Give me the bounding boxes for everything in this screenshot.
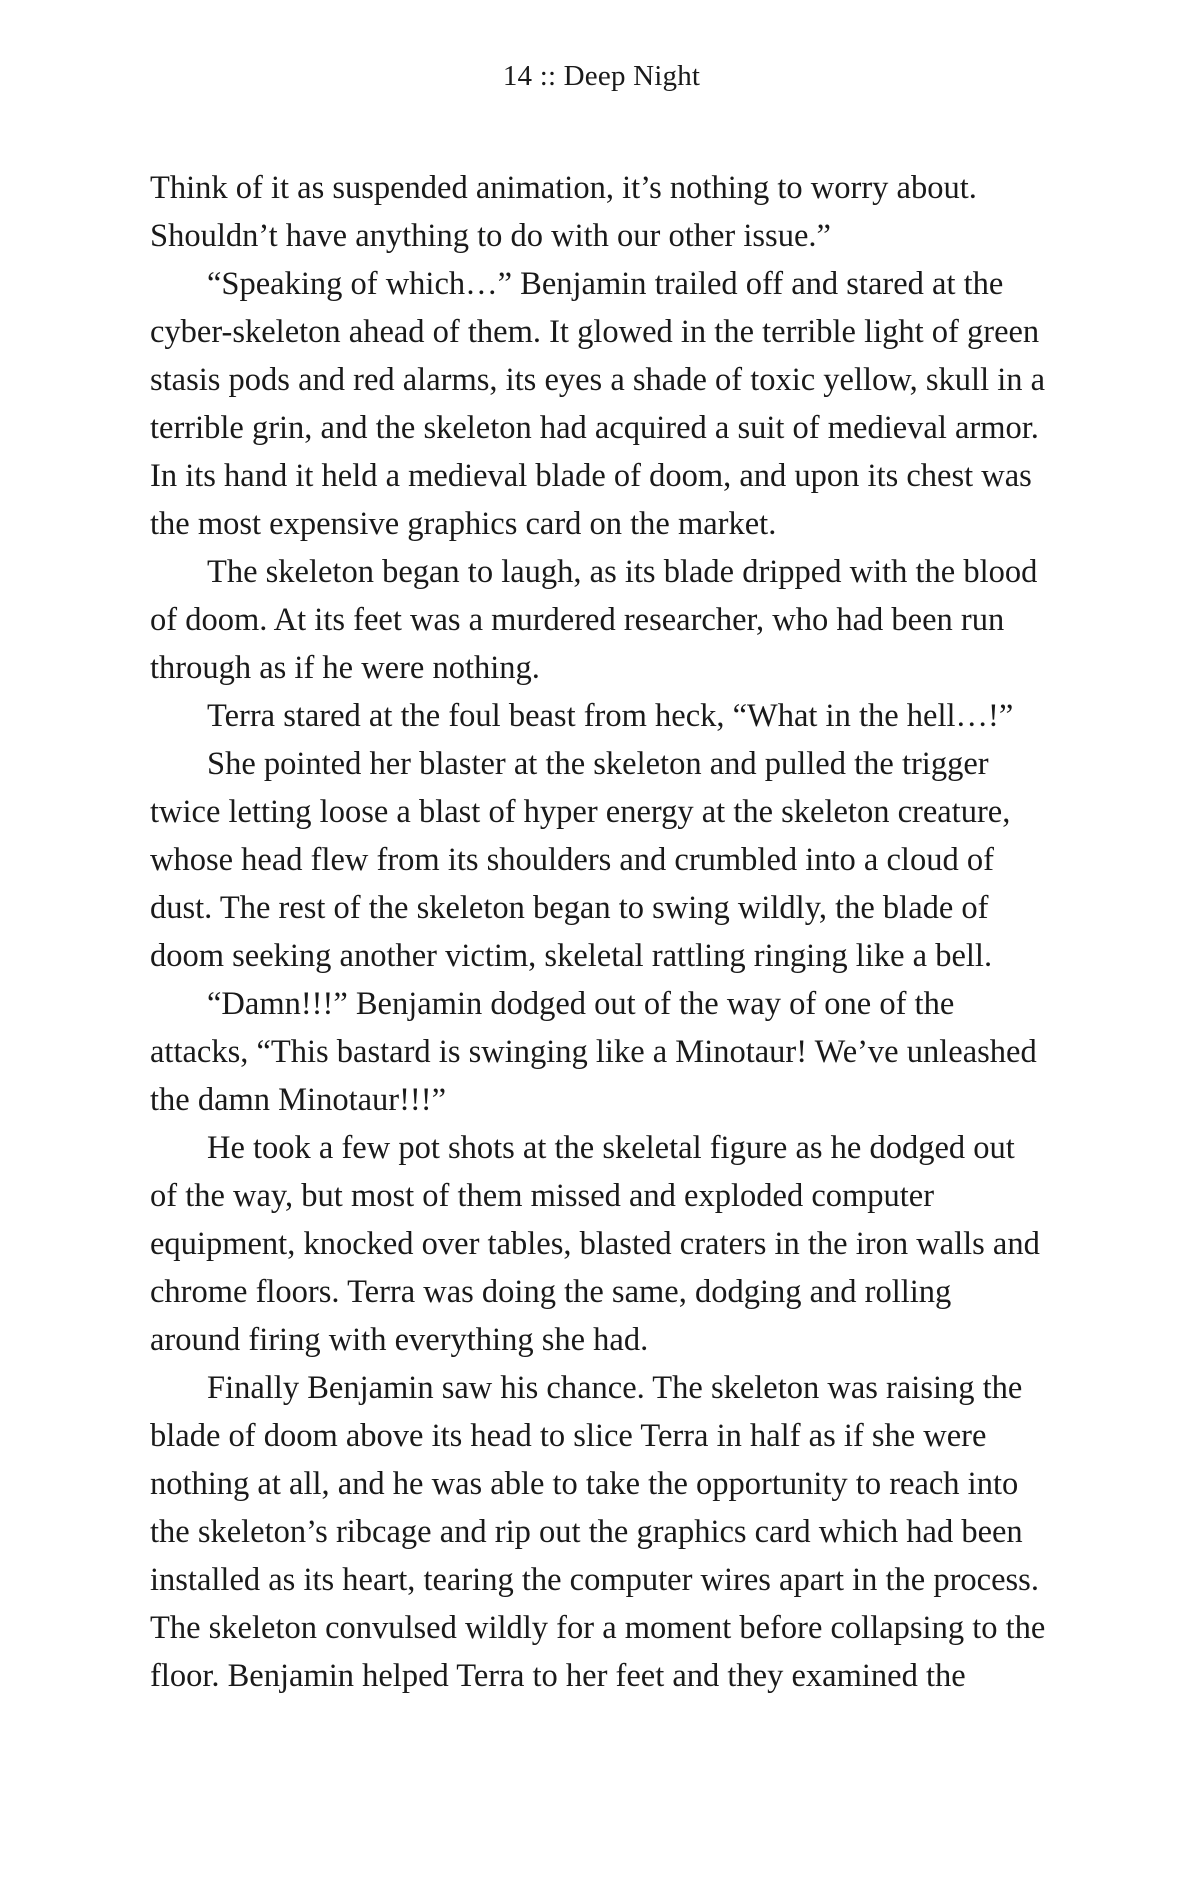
text-line: floor. Benjamin helped Terra to her feet and they examined the — [150, 1658, 966, 1694]
text-line: the most expensive graphics card on the market. — [150, 506, 777, 542]
text-line: whose head flew from its shoulders and crumbled into a cloud of — [150, 842, 994, 878]
text-line: equipment, knocked over tables, blasted craters in the iron walls and — [150, 1226, 1040, 1262]
text-line: Think of it as suspended animation, it’s nothing to worry about. — [150, 170, 977, 206]
text-line: cyber-skeleton ahead of them. It glowed in the terrible light of green — [150, 314, 1040, 350]
text-line: The skeleton convulsed wildly for a moment before collapsing to the — [150, 1610, 1046, 1646]
text-line: In its hand it held a medieval blade of doom, and upon its chest was — [150, 458, 1032, 494]
text-line: Finally Benjamin saw his chance. The skeleton was raising the — [207, 1370, 1023, 1406]
running-head: 14 :: Deep Night — [502, 60, 701, 92]
text-line: twice letting loose a blast of hyper energy at the skeleton creature, — [150, 794, 1011, 830]
text-line: He took a few pot shots at the skeletal figure as he dodged out — [207, 1130, 1015, 1166]
text-line: The skeleton began to laugh, as its blade dripped with the blood — [207, 554, 1038, 590]
text-line: nothing at all, and he was able to take the opportunity to reach into — [150, 1466, 1019, 1502]
text-line: through as if he were nothing. — [150, 650, 540, 686]
text-line: “Damn!!!” Benjamin dodged out of the way of one of the — [207, 986, 955, 1022]
text-line: of the way, but most of them missed and exploded computer — [150, 1178, 935, 1214]
text-line: of doom. At its feet was a murdered researcher, who had been run — [150, 602, 1005, 638]
text-line: stasis pods and red alarms, its eyes a shade of toxic yellow, skull in a — [150, 362, 1046, 398]
text-line: She pointed her blaster at the skeleton and pulled the trigger — [207, 746, 989, 782]
text-line: installed as its heart, tearing the computer wires apart in the process. — [150, 1562, 1039, 1598]
text-line: Shouldn’t have anything to do with our other issue.” — [150, 218, 831, 254]
text-line: terrible grin, and the skeleton had acquired a suit of medieval armor. — [150, 410, 1039, 446]
text-line: doom seeking another victim, skeletal rattling ringing like a bell. — [150, 938, 993, 974]
body-text — [150, 164, 1062, 1700]
text-line: attacks, “This bastard is swinging like a Minotaur! We’ve unleashed — [150, 1034, 1037, 1070]
text-line: the damn Minotaur!!!” — [150, 1082, 447, 1118]
text-line: blade of doom above its head to slice Terra in half as if she were — [150, 1418, 987, 1454]
text-line: dust. The rest of the skeleton began to swing wildly, the blade of — [150, 890, 989, 926]
text-line: chrome floors. Terra was doing the same, dodging and rolling — [150, 1274, 952, 1310]
text-line: “Speaking of which…” Benjamin trailed off and stared at the — [207, 266, 1004, 302]
text-line: Terra stared at the foul beast from heck, “What in the hell…!” — [207, 698, 1014, 734]
text-line: around firing with everything she had. — [150, 1322, 649, 1358]
text-line: the skeleton’s ribcage and rip out the graphics card which had been — [150, 1514, 1023, 1550]
